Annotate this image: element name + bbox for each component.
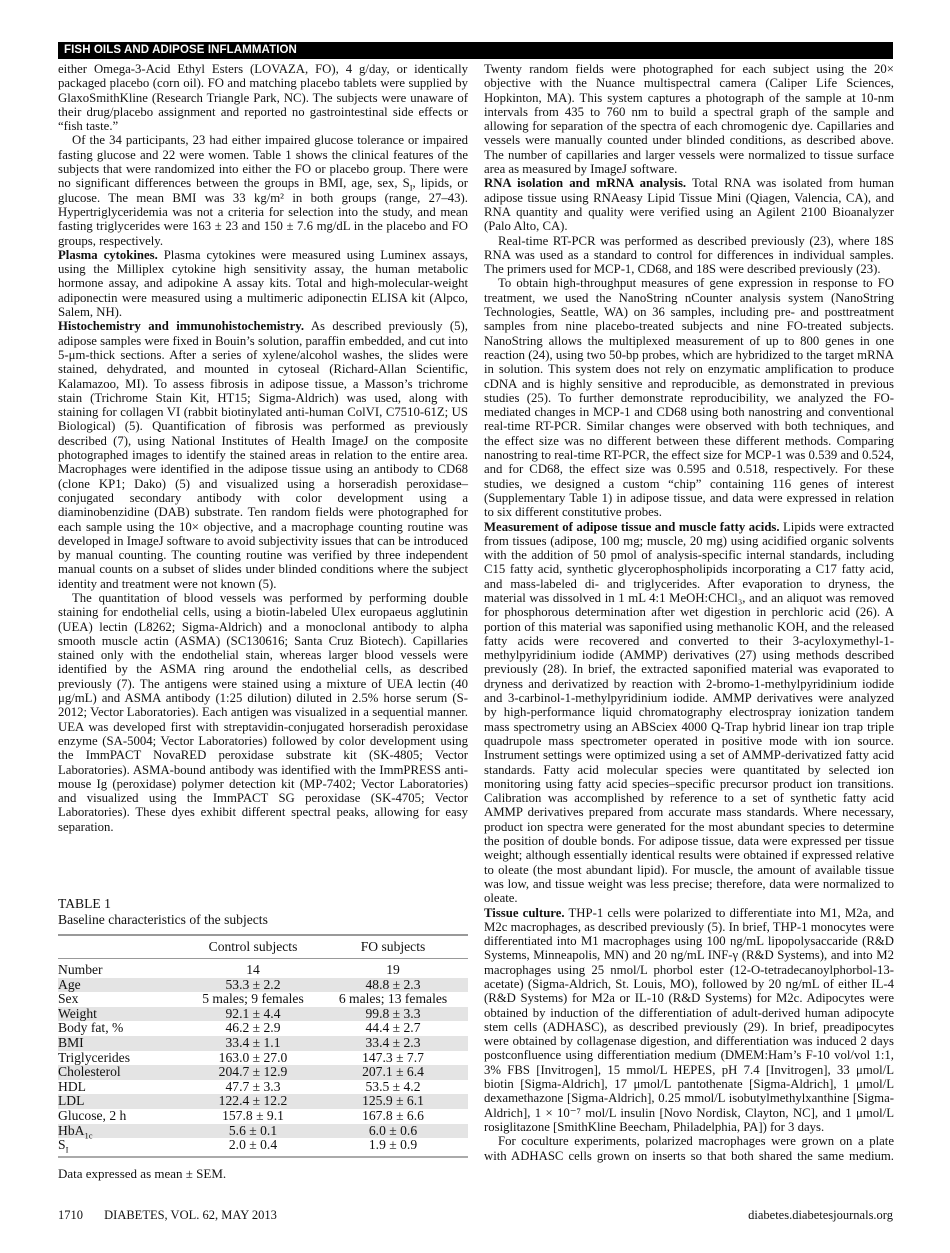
- row-label-text: Sex: [58, 991, 79, 1007]
- row-label-text: Age: [58, 976, 81, 992]
- row-label: [58, 1080, 188, 1095]
- row-label: [58, 1021, 188, 1036]
- table-1: [58, 896, 468, 1182]
- fo-value: 6 males; 13 females: [338, 991, 448, 1007]
- section-heading: Tissue culture.: [484, 905, 565, 920]
- table-row: [58, 1065, 468, 1080]
- control-value: 163.0 ± 27.0: [218, 1049, 288, 1065]
- row-label-text: Body fat, %: [58, 1020, 124, 1036]
- table-row: [58, 1007, 468, 1022]
- table-header-row: [58, 936, 468, 958]
- journal-citation: DIABETES, VOL. 62, MAY 2013: [104, 1208, 277, 1222]
- column-header: FO subjects: [360, 938, 426, 954]
- table-row: [58, 1036, 468, 1051]
- running-header-bar: [58, 42, 893, 59]
- paragraph: To obtain high-throughput measures of gene expression in response to FO treatment, we used the NanoString nCounter analysis system (NanoString Technologies, Seattle, WA) on 36 samples, including pre- and posttreatment samples from nine placebo-treated subjects and nine FO-treated subjects. NanoString allows the multiplexed measurement of up to 800 genes in one reaction (24), using two 50-bp probes, which are hybridized to the target mRNA in solution. This system does not rely on enzymatic amplification to produce cDNA and is highly sensitive and reproducible, as demonstrated in previous studies (25). To further demonstrate reproducibility, we analyzed the FO-mediated changes in MCP-1 and CD68 using both nanostring and conventional real-time RT-PCR. Similar changes were observed with both techniques, and the effect size was no different between these different methods. Comparing nanostring to real-time RT-PCR, the effect size for MCP-1 was 0.539 and 0.524, and for CD68, the effect size was 0.595 and 0.518, respectively. For these studies, we designed a custom “chip” containing 116 genes of interest (Supplementary Table 1) in adipose tissue, and data were expressed in relation to six different constitutive probes.: [484, 276, 894, 520]
- control-value: 47.7 ± 3.3: [225, 1078, 281, 1094]
- row-label-text: Cholesterol: [58, 1064, 121, 1080]
- control-value: 157.8 ± 9.1: [222, 1107, 284, 1123]
- fo-value: 19: [386, 962, 400, 977]
- control-value: 46.2 ± 2.9: [225, 1020, 281, 1036]
- paragraph: either Omega-3-Acid Ethyl Esters (LOVAZA, FO), 4 g/day, or identically packaged placebo (corn oil). FO and matching placebo tablets were supplied by GlaxoSmithKline (Research Triangle Park, NC). The subjects were unaware of their drug/placebo assignment and reported no gastrointestinal side effects or “fish taste.”: [58, 62, 468, 134]
- fo-value: 53.5 ± 4.2: [365, 1078, 421, 1094]
- row-label: [58, 963, 188, 978]
- text: As described previously (5), adipose samples were fixed in Bouin’s solution, paraffin embedded, and cut into 5-μm-thick sections. After a series of xylene/alcohol washes, the slides were stained, dehydrated, and mounted in cytoseal (Richard-Allan Scientific, Kalamazoo, MI). To assess fibrosis in adipose tissue, a Masson’s trichrome stain (Trichrome Stain Kit, HT15; Sigma-Aldrich) was used, along with staining for collagen VI (rabbit biotinylated anti-human ColVI, C7510-61Z; US Biological) (5). Quantification of fibrosis was performed as previously described (7), using National Institutes of Health ImageJ on the composite photographed images to identify the stained areas in relation to the entire area. Macrophages were identified in the adipose tissue using an antibody to CD68 (clone KP1; Dako) (5) and visualized using a horseradish peroxidase–conjugated secondary antibody with color development using a diaminobenzidine (DAB) substrate. Ten random fields were photographed for each sample using the 10× objective, and a macrophage counting routine was developed in ImageJ software to avoid subjectivity issues that can be introduced by manual counting. The counting routine was verified by three independent manual counts on a subset of slides under blinded conditions where the subject identity and treatment were not known (5).: [58, 319, 468, 591]
- table-row: [58, 1124, 468, 1139]
- section-heading: Histochemistry and immunohistochemistry.: [58, 319, 305, 334]
- row-label: [58, 992, 188, 1007]
- text: , lipids, or glucose. The mean BMI was 33 kg/m² in both groups (range, 27–43). Hypertriglyceridemia was not a criteria for selection into the study, and mean fasting triglycerides were 163 ± 23 and 150 ± 7.6 mg/dL in the placebo and FO groups, respectively.: [58, 176, 468, 248]
- paragraph: Real-time RT-PCR was performed as described previously (23), where 18S RNA was used as a standard to control for differences in individual samples. The primers used for MCP-1, CD68, and 18S were described previously (23).: [484, 233, 894, 277]
- section-heading: Plasma cytokines.: [58, 247, 158, 262]
- control-value: 92.1 ± 4.4: [225, 1005, 281, 1021]
- table-row: [58, 992, 468, 1007]
- footer-left: [58, 1208, 277, 1223]
- fo-value: 48.8 ± 2.3: [365, 976, 421, 992]
- paragraph: [484, 906, 894, 1135]
- subscript: I: [409, 182, 413, 193]
- paragraph: The quantitation of blood vessels was performed by performing double staining for endothelial cells, using a biotin-labeled Ulex europaeus agglutinin (UEA) lectin (L8262; Sigma-Aldrich) and a monoclonal antibody to alpha smooth muscle actin (ASMA) (SC130616; Santa Cruz Biotech). Capillaries stained only with the endothelial stain, whereas larger blood vessels were identified by the ASMA ring around the endothelial cells, as described previously (7). The antigens were stained using a mixture of UEA lectin (40 μg/mL) and ASMA antibody (1:25 dilution) diluted in 2.5% horse serum (S-2012; Vector Laboratories). Each antigen was visualized in a sequential manner. UEA was developed first with streptavidin-conjugated horseradish peroxidase enzyme (SA-5004; Vector Laboratories) followed by color development using the ImmPACT NovaRED peroxidase substrate kit (SK-4805; Vector Laboratories). ASMA-bound antibody was identified with the ImmPRESS anti-mouse Ig (peroxidase) polymer detection kit (MP-7402; Vector Laboratories) and visualized using the ImmPACT SG peroxidase (SK-4705; Vector Laboratories). These dyes exhibit different spectral peaks, allowing for easy separation.: [58, 590, 468, 834]
- row-label-text: Glucose, 2 h: [58, 1107, 127, 1123]
- paragraph: [58, 133, 468, 247]
- row-label: [58, 1065, 188, 1080]
- fo-value: 99.8 ± 3.3: [365, 1005, 421, 1021]
- paragraph: [484, 176, 894, 233]
- row-label-text: Weight: [58, 1005, 97, 1021]
- control-value: 5 males; 9 females: [202, 991, 304, 1007]
- row-label: [58, 1124, 188, 1139]
- left-column: [58, 62, 468, 834]
- page-number: 1710: [58, 1208, 83, 1222]
- fo-value: 6.0 ± 0.6: [368, 1122, 418, 1138]
- row-label: [58, 1109, 188, 1124]
- running-title: FISH OILS AND ADIPOSE INFLAMMATION: [64, 44, 297, 56]
- fo-value: 33.4 ± 2.3: [365, 1034, 421, 1050]
- table-row: [58, 978, 468, 993]
- row-label: [58, 1007, 188, 1022]
- table-rule: [58, 1156, 468, 1159]
- row-label: [58, 1138, 188, 1153]
- row-label-text: HbA: [58, 1122, 85, 1138]
- text: THP-1 cells were polarized to differentiate into M1, M2a, and M2c macrophages, as described previously (5). In brief, THP-1 monocytes were differentiated into M1 macrophages using 100 ng/mL lipopolysaccaride (R&D Systems, Minneapolis, MN) and 20 ng/mL INF-γ (R&D Systems), and into M2 macrophages using 25 nmol/L phorbol ester (12-O-tetradecanoylphorbol-13-acetate) (Sigma-Aldrich, St. Louis, MO), followed by 20 ng/mL of either IL-4 (R&D Systems) for M2a or IL-10 (R&D Systems) for M2c. Adipocytes were obtained by induction of the differentiation of adult-derived human adipocyte stem cells (ADHASC), as described previously (29). In brief, preadipocytes were obtained by collagenase digestion, and differentiation was induced 2 days postconfluence using differentiation medium (DMEM:Ham’s F-10 vol/vol 1:1, 3% FBS [Invitrogen], 15 mmol/L HEPES, pH 7.4 [Invitrogen], 33 μmol/L biotin [Sigma-Aldrich], 17 μmol/L pantothenate [Sigma-Aldrich], 1 μmol/L dexamethazone [Sigma-Aldrich], 0.25 mmol/L isobutylmethylxanthine [Sigma-Aldrich], 1 × 10⁻⁷ mol/L insulin [Novo Nordisk, Clayton, NC], and 1 μmol/L rosiglitazone [SmithKline Beecham, Philadelphia, PA]) for 3 days.: [484, 905, 894, 1134]
- table-row: [58, 1021, 468, 1036]
- row-label-text: HDL: [58, 1078, 86, 1094]
- journal-website: diabetes.diabetesjournals.org: [748, 1208, 893, 1222]
- text: Of the 34 participants, 23 had either impaired glucose tolerance or impaired fasting glucose and 22 were women. Table 1 shows the clinical features of the subjects that were randomized into either the FO or placebo group. There were no significant differences between the groups in BMI, age, sex, S: [58, 133, 468, 191]
- fo-value: 125.9 ± 6.1: [362, 1093, 424, 1109]
- control-value: 122.4 ± 12.2: [218, 1093, 288, 1109]
- table-note: Data expressed as mean ± SEM.: [58, 1166, 227, 1182]
- fo-value: 167.8 ± 6.6: [362, 1107, 424, 1123]
- control-value: 204.7 ± 12.9: [218, 1064, 288, 1080]
- paragraph: Twenty random fields were photographed for each subject using the 20× objective with the Nuance multispectral camera (Caliper Life Sciences, Hopkinton, MA). This system captures a photograph of the sample at 10-nm intervals from 435 to 760 nm to build a spectral graph of the sample and allowing for separation of the spectra of each chromogenic dye. Capillaries and vessels were manually counted under blinded conditions, as described above. The number of capillaries and larger vessels were normalized to tissue surface area as measured by ImageJ software.: [484, 62, 894, 177]
- column-header: Control subjects: [208, 938, 298, 954]
- paragraph: [58, 319, 468, 591]
- text: Plasma cytokines were measured using Luminex assays, using the Milliplex cytokine high sensitivity assay, the human metabolic hormone assay, and adipokine A assay kits. Total and high-molecular-weight adiponectin were measured using a multimeric adiponectin ELISA kit (Alpco, Salem, NH).: [58, 247, 468, 320]
- paragraph: [58, 248, 468, 319]
- table-label: TABLE 1: [58, 896, 111, 911]
- section-heading: Measurement of adipose tissue and muscle fatty acids.: [484, 519, 780, 534]
- row-label-subscript: I: [65, 1144, 69, 1155]
- text: Lipids were extracted from tissues (adipose, 100 mg; muscle, 20 mg) using acidified organic solvents with the addition of 50 pmol of analysis-specific internal standards, including C15 fatty acid, synthetic glycerophospholipids incorporating a C17 fatty acid, and mass-labeled di- and triglycerides. After evaporation to dryness, the material was dissolved in 1 mL 4:1 MeOH:CHCl₃, and an aliquot was removed for phosphorous determination after wet digestion in perchloric acid (26). A portion of this material was saponified using methanolic KOH, and the released fatty acids were recovered and converted to their 3-acyloxymethyl-1-methylpyridinium iodide (AMMP) derivatives (27) using methods described previously (28). In brief, the extracted saponified material was evaporated to dryness and derivatized by reaction with 2-bromo-1-methylpyridinium iodide and 3-carbinol-1-methylpyridinium iodide. AMMP derivatives were analyzed by high-performance liquid chromatography electrospray ionization tandem mass spectrometry using an ABSciex 4000 Q-Trap hybrid linear ion trap triple quadrupole mass spectrometer operated in positive mode with ion source. Instrument settings were optimized using a set of AMMP-derivatized fatty acid standards. Fatty acid molecular species were quantitated by selected ion monitoring using fatty acid species–specific precursor product ion transitions. Calibration was accomplished by reference to a set of synthetic fatty acid AMMP derivatives prepared from accurate mass standards. Where necessary, product ion spectra were generated for the most abundant species to determine the position of double bonds. For adipose tissue, data were expressed per tissue weight; although essentially identical results were obtained if expressed relative to oleate (the most abundant lipid). For muscle, the amount of available tissue was low, and tissue weight was less precise; therefore, data were normalized to oleate.: [484, 519, 894, 906]
- table-row: [58, 1051, 468, 1066]
- fo-value: 1.9 ± 0.9: [368, 1137, 418, 1153]
- table-row: [58, 963, 468, 978]
- table-caption: Baseline characteristics of the subjects: [58, 912, 268, 927]
- row-label-text: BMI: [58, 1034, 84, 1050]
- control-value: 14: [246, 962, 260, 977]
- control-value: 33.4 ± 1.1: [225, 1034, 281, 1050]
- table-row: [58, 1109, 468, 1124]
- fo-value: 44.4 ± 2.7: [365, 1020, 421, 1036]
- row-label: [58, 978, 188, 993]
- row-label-subscript: 1c: [84, 1130, 93, 1141]
- paragraph: [484, 520, 894, 906]
- paragraph: For coculture experiments, polarized macrophages were grown on a plate with ADHASC cells grown on inserts so that both shared the same medium.: [484, 1134, 894, 1163]
- table-rule: [58, 958, 468, 960]
- row-label: [58, 1036, 188, 1051]
- table-body: [58, 963, 468, 1153]
- fo-value: 207.1 ± 6.4: [362, 1064, 424, 1080]
- column-header: [58, 936, 188, 958]
- table-row: [58, 1138, 468, 1153]
- table-row: [58, 1080, 468, 1095]
- row-label-text: LDL: [58, 1093, 85, 1109]
- right-column: [484, 62, 894, 1163]
- control-value: 2.0 ± 0.4: [228, 1137, 278, 1153]
- control-value: 53.3 ± 2.2: [225, 976, 281, 992]
- control-value: 5.6 ± 0.1: [228, 1122, 278, 1138]
- row-label: [58, 1094, 188, 1109]
- table-row: [58, 1094, 468, 1109]
- row-label-text: Triglycerides: [58, 1049, 130, 1065]
- section-heading: RNA isolation and mRNA analysis.: [484, 176, 687, 191]
- text: Total RNA was isolated from human adipose tissue using RNAeasy Lipid Tissue Mini (Qiagen, Valencia, CA), and RNA quantity and quality were verified using an Agilent 2100 Bioanalyzer (Palo Alto, CA).: [484, 176, 894, 234]
- row-label-text: Number: [58, 962, 103, 977]
- fo-value: 147.3 ± 7.7: [362, 1049, 424, 1065]
- row-label-text: S: [58, 1137, 66, 1153]
- row-label: [58, 1051, 188, 1066]
